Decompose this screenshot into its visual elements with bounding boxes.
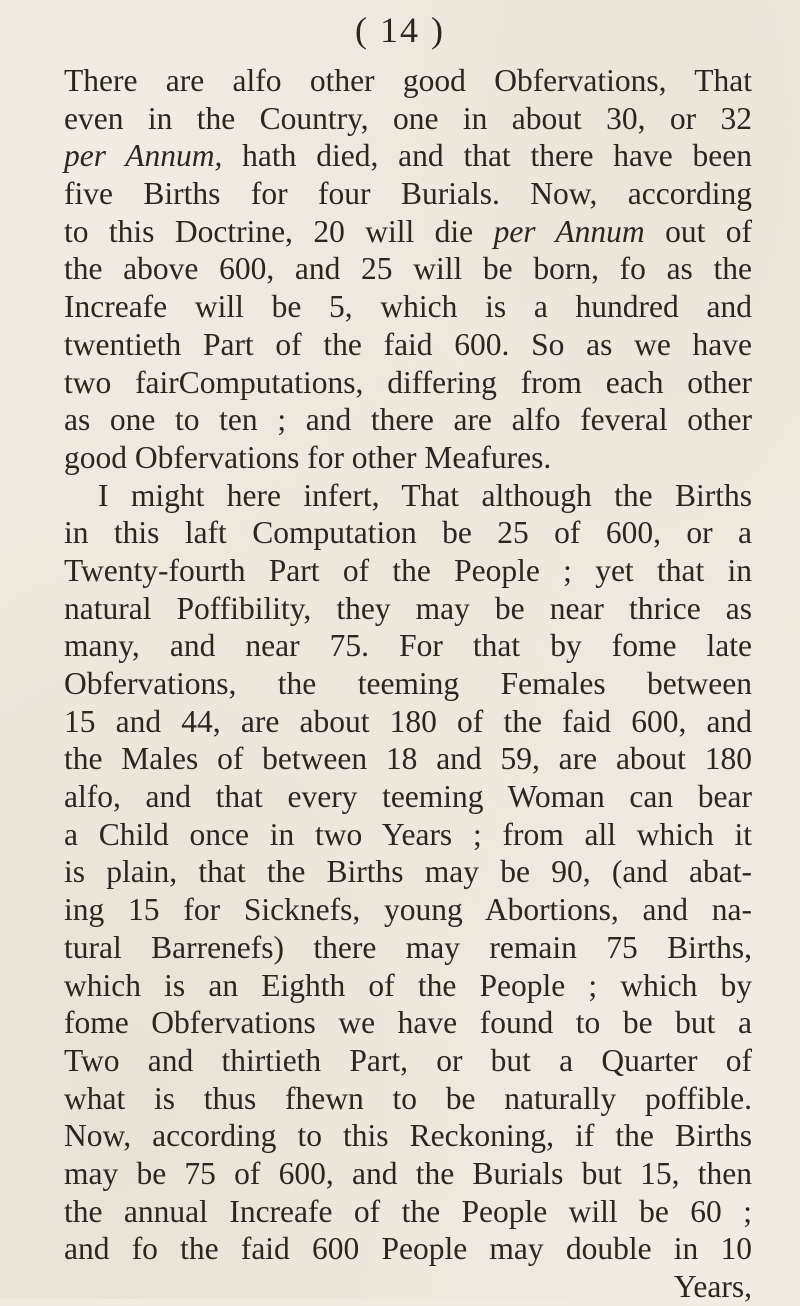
- text-segment: the above 600, and 25 will be born, fo as the: [64, 251, 752, 287]
- text-line: [64, 740, 752, 778]
- text-line: [64, 1117, 752, 1155]
- text-line: [64, 1230, 752, 1268]
- text-segment: fome Obfervations we have found to be but a: [64, 1005, 752, 1041]
- text-line: [64, 703, 752, 741]
- text-segment: tural Barrenefs) there may remain 75 Births,: [64, 929, 752, 965]
- text-segment: may be 75 of 600, and the Burials but 15, then: [64, 1155, 752, 1191]
- text-line: [64, 665, 752, 703]
- text-segment: 15 and 44, are about 180 of the faid 600, and: [64, 703, 752, 739]
- text-line: [64, 1042, 752, 1080]
- text-segment: is plain, that the Births may be 90, (and abat-: [64, 854, 752, 890]
- italic-text: per Annum,: [64, 138, 223, 174]
- text-segment: what is thus fhewn to be naturally poffible.: [64, 1080, 752, 1116]
- text-line: [64, 590, 752, 628]
- text-segment: two fairComputations, differing from each other: [64, 364, 752, 400]
- text-segment: There are alfo other good Obfervations, That: [64, 63, 752, 98]
- text-segment: ing 15 for Sicknefs, young Abortions, and na-: [64, 892, 752, 928]
- text-segment: the Males of between 18 and 59, are about 180: [64, 741, 752, 777]
- text-line: [64, 250, 752, 288]
- text-line: [64, 62, 752, 100]
- text-line: [64, 100, 752, 138]
- text-line: [64, 853, 752, 891]
- text-line: [64, 514, 752, 552]
- text-line: [64, 439, 752, 477]
- text-segment: Increafe will be 5, which is a hundred and: [64, 289, 752, 325]
- text-line: [64, 175, 752, 213]
- text-segment: Obfervations, the teeming Females between: [64, 666, 752, 701]
- body-text: [64, 62, 752, 1306]
- text-segment: alfo, and that every teeming Woman can bear: [64, 779, 752, 815]
- text-segment: natural Poffibility, they may be near thrice as: [64, 590, 752, 626]
- text-line: [64, 929, 752, 967]
- italic-text: per Annum: [493, 213, 645, 249]
- text-segment: and fo the faid 600 People may double in 10: [64, 1231, 752, 1267]
- text-segment: out of: [644, 213, 752, 249]
- text-segment: to this Doctrine, 20 will die: [64, 213, 494, 249]
- text-segment: as one to ten ; and there are alfo feveral other: [64, 402, 752, 438]
- text-line: [64, 137, 752, 175]
- text-line: [64, 627, 752, 665]
- text-segment: Twenty-fourth Part of the People ; yet that in: [64, 552, 752, 588]
- page-number: ( 14 ): [355, 10, 445, 50]
- text-segment: many, and near 75. For that by fome late: [64, 628, 752, 664]
- text-segment: which is an Eighth of the People ; which by: [64, 967, 752, 1003]
- text-line: [64, 477, 752, 515]
- text-segment: the annual Increafe of the People will be 60 ;: [64, 1193, 752, 1229]
- text-line: [64, 326, 752, 364]
- text-segment: Years,: [673, 1269, 752, 1304]
- text-line: [64, 1193, 752, 1231]
- text-line: [64, 552, 752, 590]
- text-line: [64, 1155, 752, 1193]
- text-line: [64, 1004, 752, 1042]
- text-segment: I might here infert, That although the Births: [98, 477, 752, 513]
- text-line: [64, 401, 752, 439]
- text-segment: Now, according to this Reckoning, if the Births: [64, 1118, 752, 1154]
- text-segment: five Births for four Burials. Now, according: [64, 176, 752, 212]
- text-line: [64, 1080, 752, 1118]
- text-line: [64, 816, 752, 854]
- text-segment: even in the Country, one in about 30, or 32: [64, 100, 752, 136]
- text-line: [64, 213, 752, 251]
- text-line: [64, 1268, 752, 1306]
- text-line: [64, 364, 752, 402]
- text-segment: a Child once in two Years ; from all which it: [64, 816, 752, 852]
- text-line: [64, 288, 752, 326]
- text-segment: good Obfervations for other Meafures.: [64, 439, 552, 475]
- text-segment: twentieth Part of the faid 600. So as we have: [64, 326, 752, 362]
- text-segment: in this laft Computation be 25 of 600, or a: [64, 515, 752, 551]
- text-segment: hath died, and that there have been: [222, 138, 752, 174]
- text-line: [64, 778, 752, 816]
- text-segment: Two and thirtieth Part, or but a Quarter of: [64, 1042, 752, 1078]
- text-line: [64, 891, 752, 929]
- text-line: [64, 967, 752, 1005]
